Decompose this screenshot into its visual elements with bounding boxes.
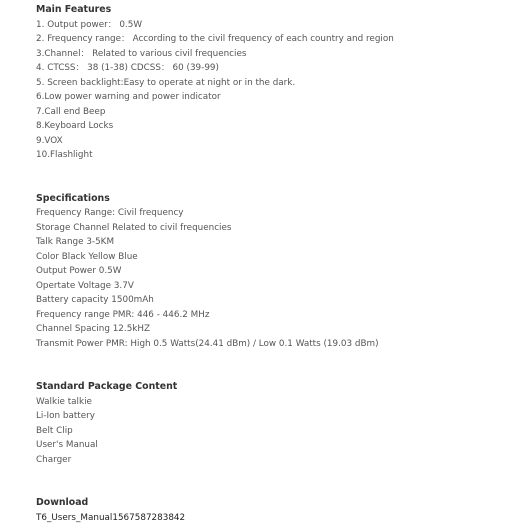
main-features-heading: Main Features bbox=[36, 3, 516, 18]
spec-item: Frequency range PMR: 446 - 446.2 MHz bbox=[36, 308, 516, 323]
user-manual-download-link[interactable]: T6_Users_Manual1567587283842 bbox=[36, 511, 516, 525]
main-features-section bbox=[36, 3, 516, 163]
feature-item: 1. Output power： 0.5W bbox=[36, 18, 516, 33]
product-description bbox=[36, 3, 516, 525]
section-spacer bbox=[36, 163, 516, 192]
spec-item: Channel Spacing 12.5kHZ bbox=[36, 322, 516, 337]
spec-item: Transmit Power PMR: High 0.5 Watts(24.41 dBm) / Low 0.1 Watts (19.03 dBm) bbox=[36, 337, 516, 352]
feature-item: 5. Screen backlight:Easy to operate at night or in the dark. bbox=[36, 76, 516, 91]
specifications-heading: Specifications bbox=[36, 192, 516, 207]
feature-item: 8.Keyboard Locks bbox=[36, 119, 516, 134]
download-heading: Download bbox=[36, 496, 516, 511]
specifications-section bbox=[36, 192, 516, 352]
section-spacer bbox=[36, 467, 516, 496]
section-spacer bbox=[36, 351, 516, 380]
package-item: Walkie talkie bbox=[36, 395, 516, 410]
feature-item: 10.Flashlight bbox=[36, 148, 516, 163]
download-section bbox=[36, 496, 516, 525]
feature-item: 3.Channel： Related to various civil frequencies bbox=[36, 47, 516, 62]
spec-item: Storage Channel Related to civil frequencies bbox=[36, 221, 516, 236]
package-content-heading: Standard Package Content bbox=[36, 380, 516, 395]
spec-item: Color Black Yellow Blue bbox=[36, 250, 516, 265]
spec-item: Frequency Range: Civil frequency bbox=[36, 206, 516, 221]
feature-item: 9.VOX bbox=[36, 134, 516, 149]
spec-item: Output Power 0.5W bbox=[36, 264, 516, 279]
package-item: Charger bbox=[36, 453, 516, 468]
spec-item: Opertate Voltage 3.7V bbox=[36, 279, 516, 294]
package-item: User's Manual bbox=[36, 438, 516, 453]
package-content-section bbox=[36, 380, 516, 467]
package-item: Li-Ion battery bbox=[36, 409, 516, 424]
feature-item: 7.Call end Beep bbox=[36, 105, 516, 120]
spec-item: Battery capacity 1500mAh bbox=[36, 293, 516, 308]
feature-item: 4. CTCSS： 38 (1-38) CDCSS： 60 (39-99) bbox=[36, 61, 516, 76]
feature-item: 6.Low power warning and power indicator bbox=[36, 90, 516, 105]
feature-item: 2. Frequency range： According to the civil frequency of each country and region bbox=[36, 32, 516, 47]
package-item: Belt Clip bbox=[36, 424, 516, 439]
spec-item: Talk Range 3-5KM bbox=[36, 235, 516, 250]
